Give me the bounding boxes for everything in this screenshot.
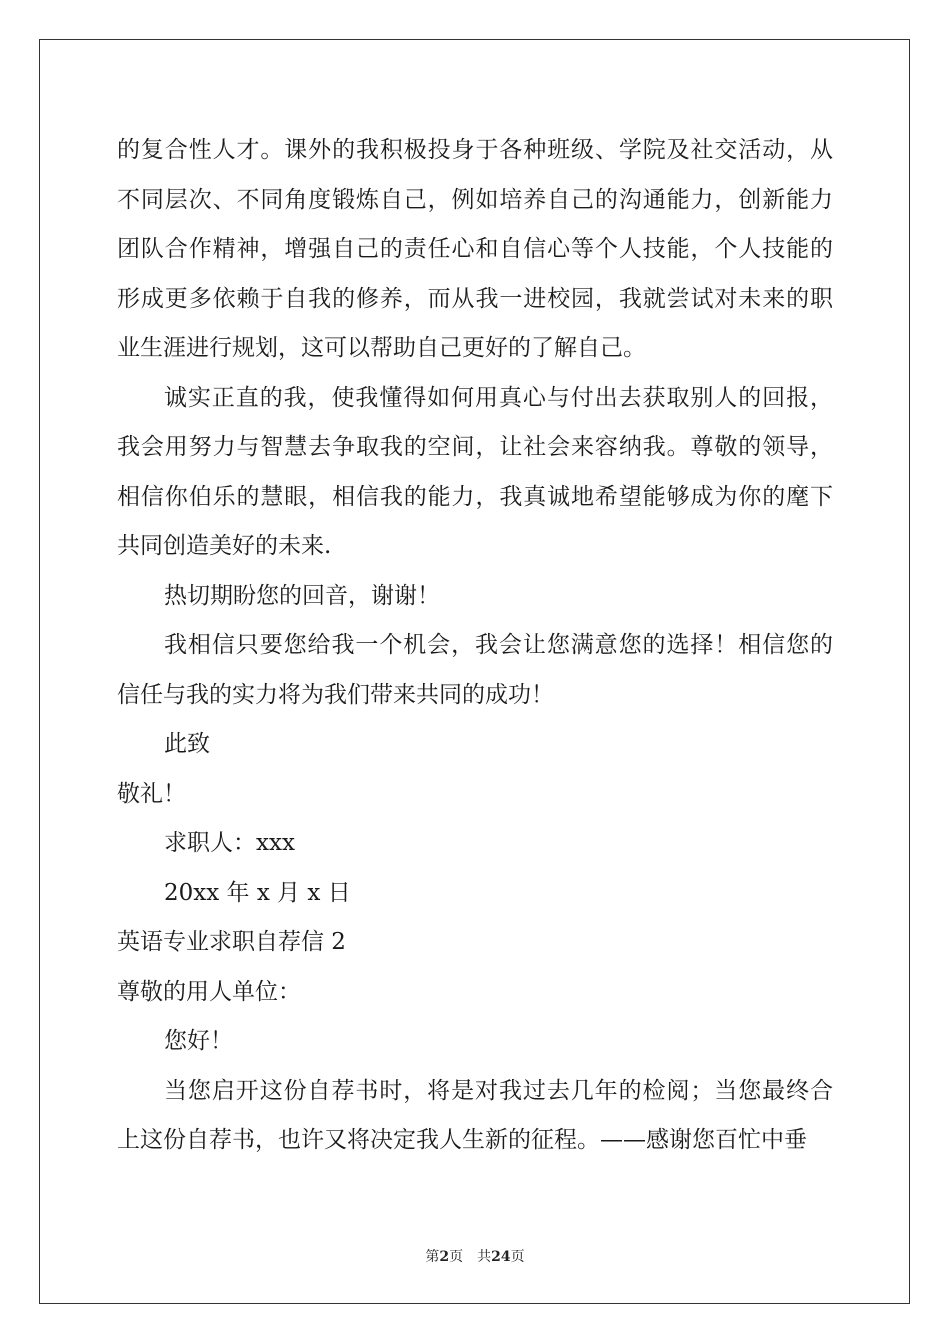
text-line: 我会用努力与智慧去争取我的空间，让社会来容纳我。尊敬的领导，: [117, 434, 833, 460]
text-line: 团队合作精神，增强自己的责任心和自信心等个人技能，个人技能的: [117, 236, 833, 262]
text-line: 的复合性人才。课外的我积极投身于各种班级、学院及社交活动，从: [117, 137, 833, 163]
paragraph: [117, 720, 833, 770]
paragraph: [117, 819, 833, 869]
footer-prefix: 第: [425, 1249, 440, 1265]
text-line: 此致: [164, 731, 210, 757]
text-line: 形成更多依赖于自我的修养，而从我一进校园，我就尝试对未来的职: [117, 285, 833, 312]
footer-mid: 页 共: [449, 1249, 492, 1265]
text-line: 我相信只要您给我一个机会，我会让您满意您的选择！相信您的: [164, 632, 833, 658]
text-line: 热切期盼您的回音，谢谢！: [164, 582, 440, 609]
paragraph: [117, 572, 833, 622]
text-line: 20xx 年 x 月 x 日: [164, 879, 351, 906]
text-line: 共同创造美好的未来.: [117, 533, 332, 559]
text-line: 诚实正直的我，使我懂得如何用真心与付出去获取别人的回报，: [164, 384, 833, 411]
footer-total-pages: 24: [491, 1249, 511, 1265]
text-line: 不同层次、不同角度锻炼自己，例如培养自己的沟通能力，创新能力: [117, 186, 833, 213]
paragraph: [117, 869, 833, 919]
text-line: 求职人：xxx: [164, 830, 295, 856]
text-line: 上这份自荐书，也许又将决定我人生新的征程。——感谢您百忙中垂: [117, 1127, 807, 1153]
text-line: 您好！: [164, 1028, 233, 1054]
text-line: 尊敬的用人单位：: [117, 978, 301, 1005]
paragraph: [117, 126, 833, 374]
paragraph: [117, 1017, 833, 1067]
paragraph: [117, 1067, 833, 1166]
footer-page-number: 2: [439, 1249, 450, 1265]
text-line: 英语专业求职自荐信 2: [117, 929, 346, 955]
paragraph: [117, 621, 833, 720]
text-line: 业生涯进行规划，这可以帮助自己更好的了解自己。: [117, 335, 646, 361]
paragraph: [117, 770, 833, 820]
text-line: 相信你伯乐的慧眼，相信我的能力，我真诚地希望能够成为你的麾下: [117, 483, 833, 510]
footer-suffix: 页: [510, 1249, 525, 1265]
paragraph: [117, 968, 833, 1018]
document-body: [117, 126, 833, 1166]
text-line: 信任与我的实力将为我们带来共同的成功！: [117, 681, 554, 708]
text-line: 敬礼！: [117, 780, 186, 807]
paragraph: [117, 918, 833, 968]
page-footer: [0, 1246, 950, 1266]
text-line: 当您启开这份自荐书时，将是对我过去几年的检阅；当您最终合: [164, 1077, 833, 1104]
paragraph: [117, 374, 833, 572]
